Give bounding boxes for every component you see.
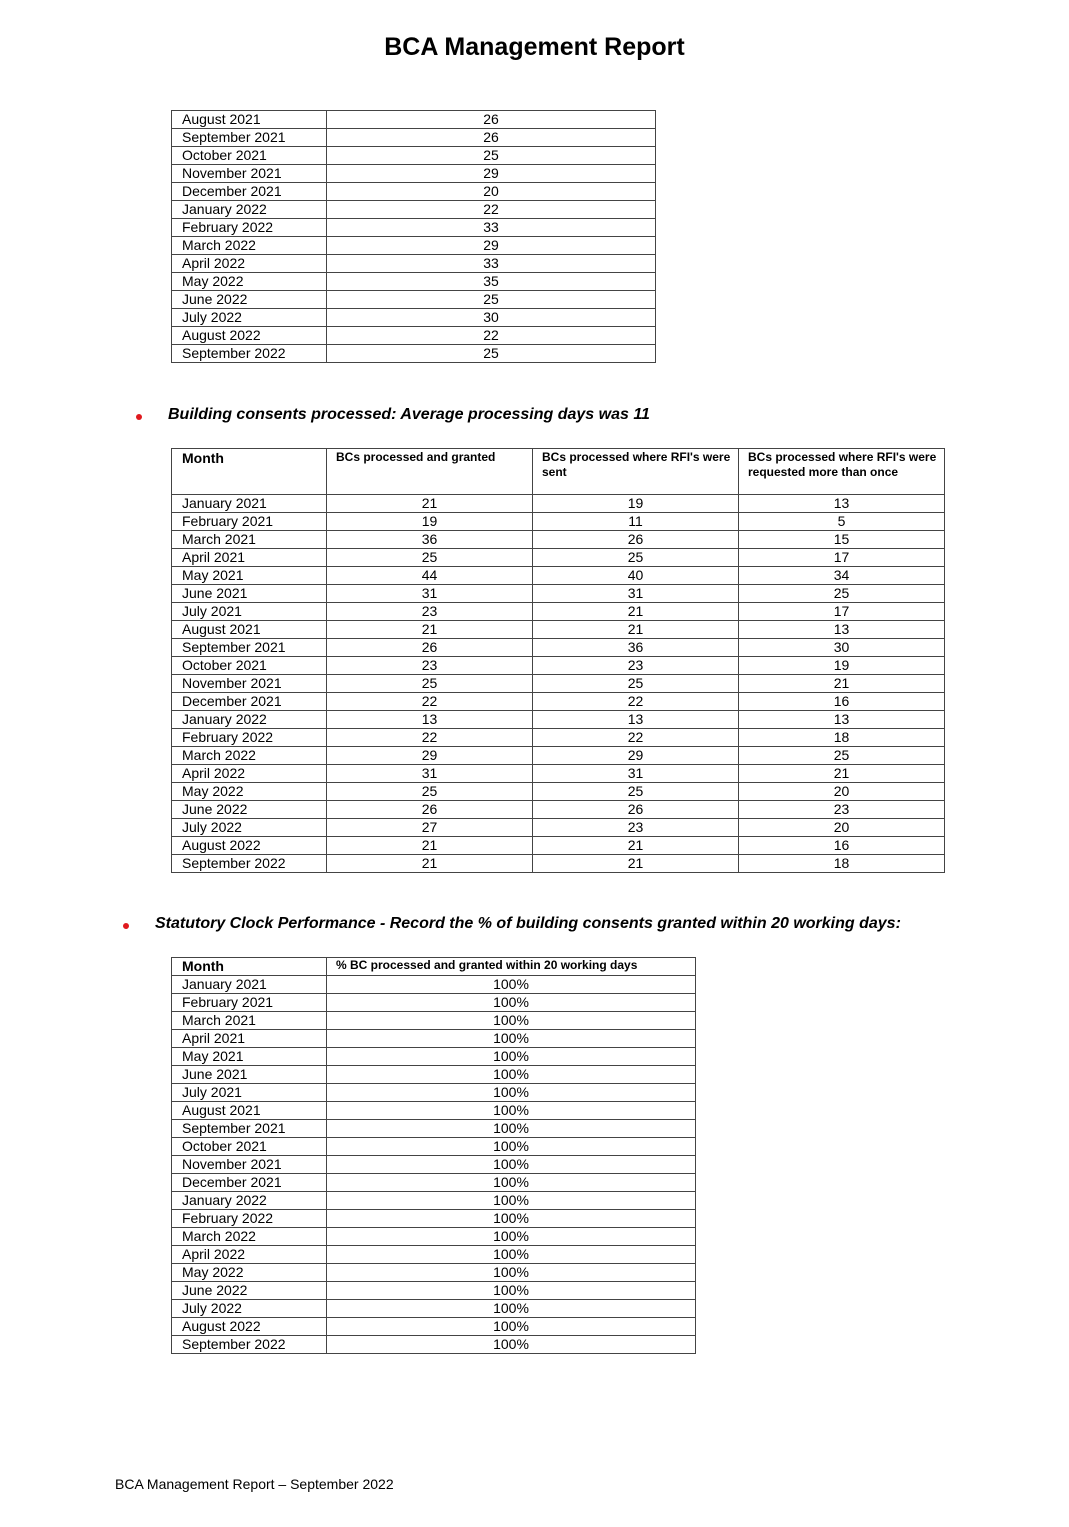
cell-value: 100% bbox=[327, 1030, 696, 1048]
table-row bbox=[172, 585, 945, 603]
cell-month: August 2021 bbox=[172, 111, 327, 129]
cell-value: 18 bbox=[739, 729, 945, 747]
cell-value: 31 bbox=[327, 585, 533, 603]
cell-value: 21 bbox=[327, 621, 533, 639]
cell-month: April 2021 bbox=[172, 549, 327, 567]
cell-value: 100% bbox=[327, 976, 696, 994]
cell-month: February 2022 bbox=[172, 729, 327, 747]
statutory-clock-table-body bbox=[172, 976, 696, 1354]
cell-month: July 2021 bbox=[172, 603, 327, 621]
cell-value: 21 bbox=[533, 855, 739, 873]
cell-month: August 2021 bbox=[172, 1102, 327, 1120]
table-row bbox=[172, 1264, 696, 1282]
table-row bbox=[172, 1192, 696, 1210]
cell-value: 13 bbox=[739, 711, 945, 729]
cell-value: 26 bbox=[327, 639, 533, 657]
cell-value: 15 bbox=[739, 531, 945, 549]
cell-value: 100% bbox=[327, 1012, 696, 1030]
table-row bbox=[172, 1048, 696, 1066]
cell-value: 100% bbox=[327, 1228, 696, 1246]
monthly-count-table-body bbox=[172, 111, 656, 363]
table-row bbox=[172, 994, 696, 1012]
cell-value: 100% bbox=[327, 1156, 696, 1174]
cell-month: July 2022 bbox=[172, 1300, 327, 1318]
table-row bbox=[172, 729, 945, 747]
cell-value: 21 bbox=[533, 603, 739, 621]
cell-value: 16 bbox=[739, 837, 945, 855]
cell-month: October 2021 bbox=[172, 1138, 327, 1156]
cell-value: 35 bbox=[327, 273, 656, 291]
table-row bbox=[172, 345, 656, 363]
table-row bbox=[172, 201, 656, 219]
table-row bbox=[172, 1174, 696, 1192]
cell-value: 33 bbox=[327, 255, 656, 273]
table-header-row bbox=[172, 958, 696, 976]
table-row bbox=[172, 783, 945, 801]
cell-month: January 2021 bbox=[172, 495, 327, 513]
cell-value: 25 bbox=[327, 549, 533, 567]
cell-value: 21 bbox=[739, 765, 945, 783]
cell-value: 23 bbox=[327, 657, 533, 675]
cell-value: 29 bbox=[327, 165, 656, 183]
cell-value: 22 bbox=[327, 693, 533, 711]
cell-value: 100% bbox=[327, 1066, 696, 1084]
cell-month: November 2021 bbox=[172, 1156, 327, 1174]
table-row bbox=[172, 147, 656, 165]
table-row bbox=[172, 1030, 696, 1048]
table-row bbox=[172, 855, 945, 873]
cell-value: 25 bbox=[327, 345, 656, 363]
cell-month: August 2021 bbox=[172, 621, 327, 639]
cell-value: 23 bbox=[739, 801, 945, 819]
cell-value: 25 bbox=[533, 783, 739, 801]
cell-value: 100% bbox=[327, 1300, 696, 1318]
cell-value: 30 bbox=[739, 639, 945, 657]
cell-value: 100% bbox=[327, 1336, 696, 1354]
cell-month: May 2022 bbox=[172, 783, 327, 801]
cell-value: 22 bbox=[533, 693, 739, 711]
cell-month: April 2022 bbox=[172, 255, 327, 273]
cell-value: 22 bbox=[327, 201, 656, 219]
table-row bbox=[172, 1300, 696, 1318]
cell-value: 23 bbox=[327, 603, 533, 621]
report-title: BCA Management Report bbox=[384, 33, 685, 61]
cell-value: 25 bbox=[533, 549, 739, 567]
section-heading-bc-processed bbox=[168, 406, 650, 424]
table-row bbox=[172, 747, 945, 765]
cell-month: March 2021 bbox=[172, 1012, 327, 1030]
cell-month: April 2022 bbox=[172, 1246, 327, 1264]
bullet-dot-icon bbox=[136, 414, 142, 420]
cell-value: 100% bbox=[327, 1120, 696, 1138]
table-row bbox=[172, 693, 945, 711]
cell-value: 20 bbox=[739, 783, 945, 801]
cell-value: 19 bbox=[327, 513, 533, 531]
table-row bbox=[172, 513, 945, 531]
cell-value: 25 bbox=[327, 291, 656, 309]
table-row bbox=[172, 129, 656, 147]
cell-value: 13 bbox=[739, 495, 945, 513]
cell-value: 33 bbox=[327, 219, 656, 237]
table-row bbox=[172, 1066, 696, 1084]
bc-processed-table-body bbox=[172, 495, 945, 873]
cell-value: 25 bbox=[327, 675, 533, 693]
cell-value: 100% bbox=[327, 1318, 696, 1336]
cell-value: 40 bbox=[533, 567, 739, 585]
cell-value: 25 bbox=[327, 147, 656, 165]
cell-value: 5 bbox=[739, 513, 945, 531]
column-header-month: Month bbox=[172, 958, 327, 976]
table-row bbox=[172, 657, 945, 675]
table-row bbox=[172, 1318, 696, 1336]
cell-month: September 2022 bbox=[172, 345, 327, 363]
cell-month: June 2022 bbox=[172, 1282, 327, 1300]
cell-value: 20 bbox=[739, 819, 945, 837]
table-row bbox=[172, 549, 945, 567]
cell-value: 100% bbox=[327, 1102, 696, 1120]
cell-value: 21 bbox=[327, 855, 533, 873]
monthly-count-table bbox=[171, 110, 656, 363]
cell-value: 19 bbox=[533, 495, 739, 513]
cell-month: September 2021 bbox=[172, 1120, 327, 1138]
cell-value: 26 bbox=[327, 111, 656, 129]
cell-value: 21 bbox=[327, 495, 533, 513]
cell-value: 25 bbox=[533, 675, 739, 693]
cell-value: 22 bbox=[327, 327, 656, 345]
table-row bbox=[172, 183, 656, 201]
cell-value: 100% bbox=[327, 1174, 696, 1192]
table-row bbox=[172, 1282, 696, 1300]
table-row bbox=[172, 111, 656, 129]
cell-month: October 2021 bbox=[172, 147, 327, 165]
table-row bbox=[172, 1210, 696, 1228]
table-row bbox=[172, 1120, 696, 1138]
cell-value: 13 bbox=[327, 711, 533, 729]
cell-month: April 2021 bbox=[172, 1030, 327, 1048]
cell-month: May 2022 bbox=[172, 1264, 327, 1282]
table-row bbox=[172, 621, 945, 639]
cell-value: 29 bbox=[327, 237, 656, 255]
cell-month: January 2021 bbox=[172, 976, 327, 994]
cell-month: November 2021 bbox=[172, 675, 327, 693]
table-row bbox=[172, 165, 656, 183]
cell-month: August 2022 bbox=[172, 1318, 327, 1336]
cell-value: 34 bbox=[739, 567, 945, 585]
cell-month: March 2022 bbox=[172, 747, 327, 765]
cell-month: September 2021 bbox=[172, 639, 327, 657]
cell-month: July 2021 bbox=[172, 1084, 327, 1102]
cell-month: September 2022 bbox=[172, 855, 327, 873]
cell-month: February 2022 bbox=[172, 219, 327, 237]
table-row bbox=[172, 567, 945, 585]
cell-value: 25 bbox=[739, 585, 945, 603]
cell-value: 31 bbox=[533, 765, 739, 783]
table-row bbox=[172, 273, 656, 291]
cell-month: December 2021 bbox=[172, 1174, 327, 1192]
cell-value: 25 bbox=[739, 747, 945, 765]
cell-month: February 2022 bbox=[172, 1210, 327, 1228]
cell-month: October 2021 bbox=[172, 657, 327, 675]
cell-value: 21 bbox=[533, 621, 739, 639]
table-row bbox=[172, 819, 945, 837]
table-row bbox=[172, 675, 945, 693]
cell-month: June 2022 bbox=[172, 801, 327, 819]
section-heading-statutory-clock bbox=[155, 915, 901, 933]
cell-month: November 2021 bbox=[172, 165, 327, 183]
cell-month: September 2021 bbox=[172, 129, 327, 147]
cell-value: 22 bbox=[533, 729, 739, 747]
cell-value: 11 bbox=[533, 513, 739, 531]
table-row bbox=[172, 1156, 696, 1174]
table-row bbox=[172, 639, 945, 657]
table-row bbox=[172, 711, 945, 729]
cell-month: March 2022 bbox=[172, 237, 327, 255]
cell-value: 100% bbox=[327, 1192, 696, 1210]
section-heading-text: Statutory Clock Performance - Record the % of building consents granted within 20 working days: bbox=[155, 915, 901, 932]
table-header-row bbox=[172, 449, 945, 495]
cell-value: 26 bbox=[533, 531, 739, 549]
cell-month: February 2021 bbox=[172, 513, 327, 531]
cell-month: May 2022 bbox=[172, 273, 327, 291]
cell-value: 23 bbox=[533, 819, 739, 837]
cell-value: 29 bbox=[533, 747, 739, 765]
cell-month: September 2022 bbox=[172, 1336, 327, 1354]
table-row bbox=[172, 219, 656, 237]
table-row bbox=[172, 309, 656, 327]
cell-value: 31 bbox=[327, 765, 533, 783]
cell-value: 36 bbox=[327, 531, 533, 549]
column-header-rfi-sent: BCs processed where RFI's were sent bbox=[533, 449, 739, 495]
table-row bbox=[172, 495, 945, 513]
cell-month: December 2021 bbox=[172, 183, 327, 201]
page-footer: BCA Management Report – September 2022 bbox=[115, 1476, 394, 1492]
table-row bbox=[172, 531, 945, 549]
cell-month: December 2021 bbox=[172, 693, 327, 711]
cell-month: March 2021 bbox=[172, 531, 327, 549]
cell-value: 100% bbox=[327, 1246, 696, 1264]
cell-month: January 2022 bbox=[172, 201, 327, 219]
cell-month: May 2021 bbox=[172, 1048, 327, 1066]
table-row bbox=[172, 765, 945, 783]
cell-month: July 2022 bbox=[172, 819, 327, 837]
cell-value: 100% bbox=[327, 994, 696, 1012]
column-header-month: Month bbox=[172, 449, 327, 495]
cell-value: 100% bbox=[327, 1264, 696, 1282]
table-row bbox=[172, 1102, 696, 1120]
table-row bbox=[172, 1138, 696, 1156]
table-row bbox=[172, 1336, 696, 1354]
cell-value: 27 bbox=[327, 819, 533, 837]
cell-value: 26 bbox=[327, 129, 656, 147]
cell-value: 30 bbox=[327, 309, 656, 327]
table-row bbox=[172, 603, 945, 621]
cell-value: 21 bbox=[739, 675, 945, 693]
cell-month: July 2022 bbox=[172, 309, 327, 327]
cell-value: 100% bbox=[327, 1048, 696, 1066]
bc-processed-table bbox=[171, 448, 945, 873]
table-row bbox=[172, 837, 945, 855]
cell-month: March 2022 bbox=[172, 1228, 327, 1246]
cell-value: 31 bbox=[533, 585, 739, 603]
cell-month: February 2021 bbox=[172, 994, 327, 1012]
cell-value: 100% bbox=[327, 1084, 696, 1102]
table-row bbox=[172, 255, 656, 273]
cell-month: June 2022 bbox=[172, 291, 327, 309]
cell-value: 13 bbox=[739, 621, 945, 639]
cell-value: 21 bbox=[533, 837, 739, 855]
table-row bbox=[172, 291, 656, 309]
cell-value: 25 bbox=[327, 783, 533, 801]
cell-value: 17 bbox=[739, 549, 945, 567]
cell-month: May 2021 bbox=[172, 567, 327, 585]
cell-month: April 2022 bbox=[172, 765, 327, 783]
table-row bbox=[172, 801, 945, 819]
cell-value: 23 bbox=[533, 657, 739, 675]
column-header-granted: BCs processed and granted bbox=[327, 449, 533, 495]
cell-value: 26 bbox=[533, 801, 739, 819]
table-row bbox=[172, 976, 696, 994]
table-row bbox=[172, 1228, 696, 1246]
cell-value: 18 bbox=[739, 855, 945, 873]
column-header-percent-within-20-days: % BC processed and granted within 20 working days bbox=[327, 958, 696, 976]
cell-value: 26 bbox=[327, 801, 533, 819]
cell-value: 29 bbox=[327, 747, 533, 765]
table-row bbox=[172, 327, 656, 345]
cell-month: June 2021 bbox=[172, 585, 327, 603]
cell-value: 17 bbox=[739, 603, 945, 621]
cell-value: 16 bbox=[739, 693, 945, 711]
table-row bbox=[172, 1246, 696, 1264]
bullet-dot-icon bbox=[123, 923, 129, 929]
cell-value: 19 bbox=[739, 657, 945, 675]
column-header-rfi-more-than-once: BCs processed where RFI's were requested more than once bbox=[739, 449, 945, 495]
cell-value: 100% bbox=[327, 1138, 696, 1156]
cell-value: 100% bbox=[327, 1210, 696, 1228]
cell-value: 20 bbox=[327, 183, 656, 201]
table-row bbox=[172, 1012, 696, 1030]
cell-month: January 2022 bbox=[172, 711, 327, 729]
cell-value: 36 bbox=[533, 639, 739, 657]
cell-value: 44 bbox=[327, 567, 533, 585]
cell-month: June 2021 bbox=[172, 1066, 327, 1084]
cell-month: January 2022 bbox=[172, 1192, 327, 1210]
section-heading-text: Building consents processed: Average processing days was 11 bbox=[168, 406, 650, 423]
cell-month: August 2022 bbox=[172, 837, 327, 855]
cell-value: 21 bbox=[327, 837, 533, 855]
cell-value: 13 bbox=[533, 711, 739, 729]
statutory-clock-table bbox=[171, 957, 696, 1354]
cell-value: 100% bbox=[327, 1282, 696, 1300]
cell-month: August 2022 bbox=[172, 327, 327, 345]
cell-value: 22 bbox=[327, 729, 533, 747]
table-row bbox=[172, 237, 656, 255]
table-row bbox=[172, 1084, 696, 1102]
